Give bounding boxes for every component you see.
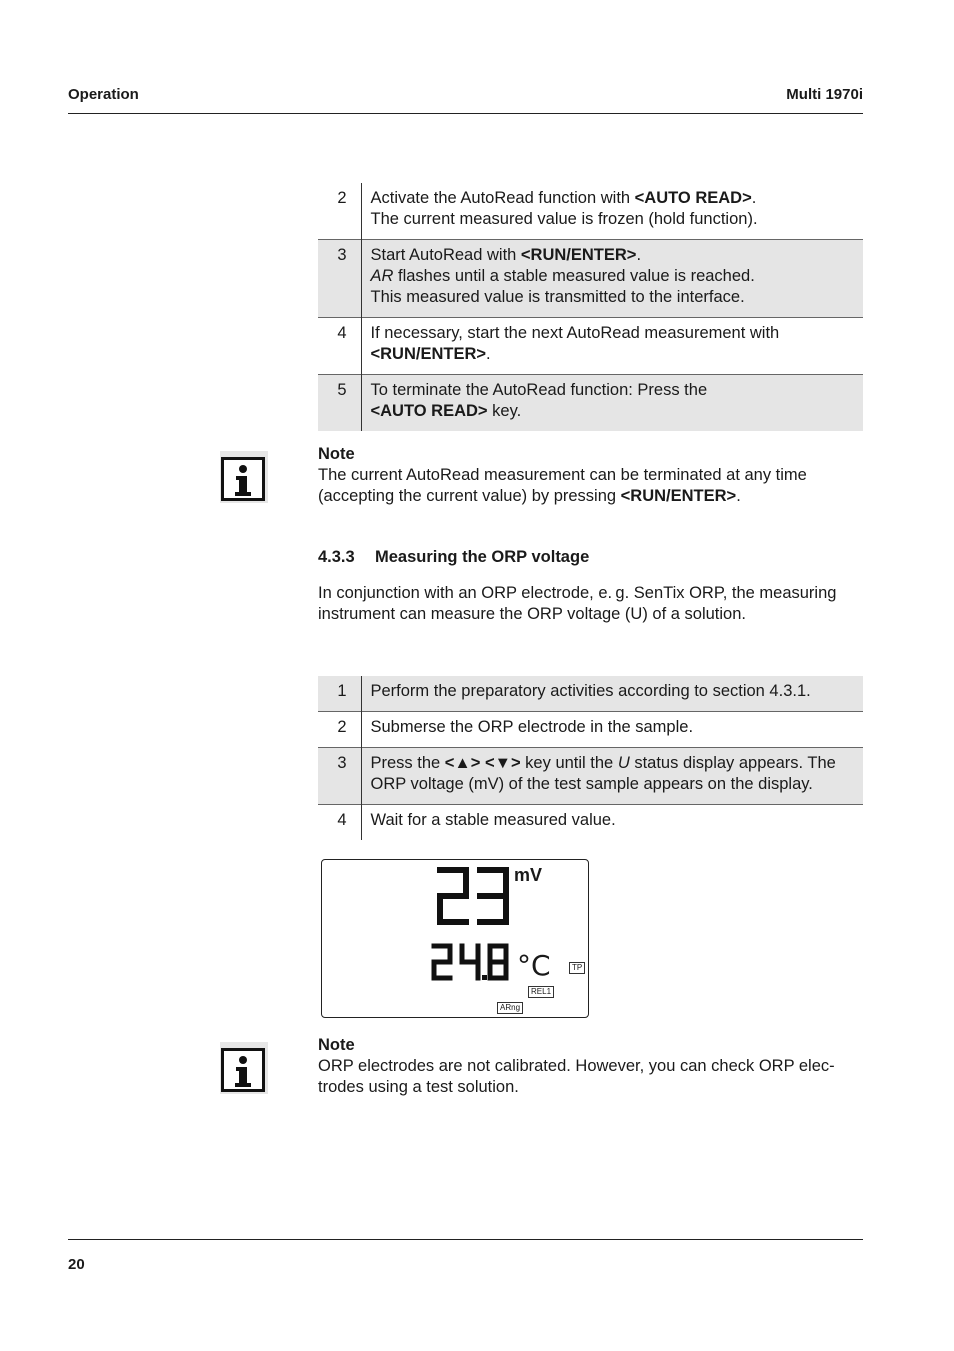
intro-line: instrument can measure the ORP voltage (U) of a solution. (318, 605, 746, 623)
step-row (318, 375, 863, 432)
section-number: 4.3.3 (318, 548, 355, 566)
step-text: Press the <▲> <▼> key until the U status display appears. The ORP voltage (mV) of the test sample appears on the display. (361, 748, 863, 805)
step-text: Start AutoRead with <RUN/ENTER>. AR flashes until a stable measured value is reached. This measured value is transmitted to the interface. (361, 240, 863, 318)
orp-steps-table (318, 676, 863, 840)
step-row (318, 240, 863, 318)
step-number: 1 (318, 676, 361, 712)
step-row (318, 805, 863, 841)
step-row (318, 748, 863, 805)
step-row (318, 318, 863, 375)
step-text: Submerse the ORP electrode in the sample. (361, 712, 863, 748)
page-number: 20 (68, 1256, 85, 1273)
note-autoread (318, 444, 868, 507)
tp-indicator: TP (569, 962, 585, 974)
step-row (318, 712, 863, 748)
step-text: Perform the preparatory activities according to section 4.3.1. (361, 676, 863, 712)
step-number: 3 (318, 240, 361, 318)
note-title: Note (318, 1036, 355, 1054)
step-text: To terminate the AutoRead function: Press the <AUTO READ> key. (361, 375, 863, 432)
info-icon (220, 1042, 268, 1094)
section-heading (318, 548, 589, 567)
note-line: trodes using a test solution. (318, 1078, 519, 1096)
step-text: Wait for a stable measured value. (361, 805, 863, 841)
note-orp (318, 1035, 868, 1098)
note-line: The current AutoRead measurement can be terminated at any time (318, 466, 807, 484)
rel1-indicator: REL1 (528, 986, 554, 998)
step-number: 4 (318, 805, 361, 841)
step-number: 5 (318, 375, 361, 432)
step-number: 2 (318, 712, 361, 748)
temp-unit: °C (517, 949, 551, 982)
note-title: Note (318, 445, 355, 463)
step-text: Activate the AutoRead function with <AUTO READ>. The current measured value is frozen (hold function). (370, 189, 758, 228)
step-number: 2 (318, 183, 361, 240)
note-line: ORP electrodes are not calibrated. However, you can check ORP elec- (318, 1057, 835, 1075)
running-header-product: Multi 1970i (786, 86, 863, 103)
lcd-display (321, 859, 589, 1018)
step-number: 4 (318, 318, 361, 375)
info-icon (220, 451, 268, 503)
intro-line: In conjunction with an ORP electrode, e. g. SenTix ORP, the measuring (318, 584, 837, 602)
header-rule (68, 113, 863, 114)
note-line: (accepting the current value) by pressing <RUN/ENTER>. (318, 487, 741, 505)
step-number: 3 (318, 748, 361, 805)
step-row (318, 183, 863, 240)
main-unit: mV (514, 865, 543, 885)
footer-rule (68, 1239, 863, 1240)
step-text: If necessary, start the next AutoRead measurement with <RUN/ENTER>. (361, 318, 863, 375)
arng-indicator: ARng (497, 1002, 523, 1014)
running-header-section: Operation (68, 86, 139, 103)
lcd-decimal-point (482, 975, 487, 980)
intro-paragraph (318, 583, 868, 625)
step-row (318, 676, 863, 712)
autoread-steps-table (318, 183, 863, 431)
section-title: Measuring the ORP voltage (375, 548, 590, 566)
